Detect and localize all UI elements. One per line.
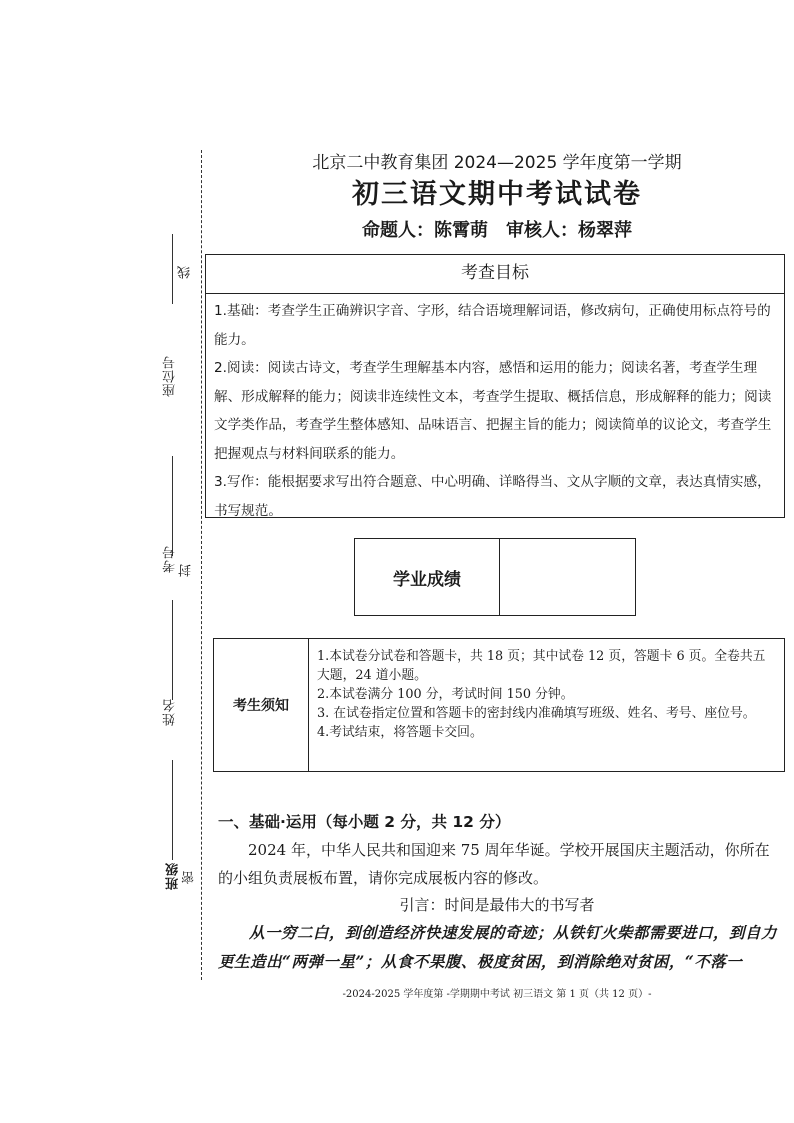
page-footer: -2024-2025 学年度第 -学期期中考试 初三语文 第 1 页（共 12 页）-: [342, 989, 652, 1000]
section-1-intro: 2024 年，中华人民共和国迎来 75 周年华诞。学校开展国庆主题活动，你所在的小组负责展板布置，请你完成展板内容的修改。: [218, 841, 770, 887]
objective-item: 2.阅读：阅读古诗文，考查学生理解基本内容，感悟和运用的能力；阅读名著，考查学生理解、形成解释的能力；阅读非连续性文本，考查学生提取、概括信息，形成解释的能力；阅读文学类作品，考查学生整体感知、品味语言、把握主旨的能力；阅读简单的议论文，考查学生把握观点与材料间联系的能力。: [214, 360, 772, 462]
exam-number-line: [172, 456, 173, 556]
notice-body: [309, 639, 784, 771]
score-value-cell: [500, 539, 635, 615]
class-label: 班级: [166, 862, 181, 890]
notice-label: 考生须知: [214, 639, 309, 771]
quote-title: 引言：时间是最伟大的书写者: [399, 896, 595, 914]
name-line: [172, 600, 173, 700]
name-label: 姓名: [163, 698, 178, 726]
binding-sealed-mark: 密: [182, 870, 197, 884]
objectives-title: 考查目标: [206, 255, 784, 294]
exam-number-label: 考号: [163, 545, 178, 573]
score-label: 学业成绩: [355, 539, 500, 615]
notice-item: 1.本试卷分试卷和答题卡，共 18 页；其中试卷 12 页，答题卡 6 页。全卷共五大题，24 道小题。: [317, 649, 766, 683]
class-line: [172, 760, 173, 860]
notice-item: 4.考试结束，将答题卡交回。: [317, 725, 483, 740]
seat-number-line: [172, 234, 173, 304]
authors-line: 命题人：陈霄萌 审核人：杨翠萍: [362, 220, 632, 241]
org-line: 北京二中教育集团 2024—2025 学年度第一学期: [312, 153, 682, 173]
exam-title: 初三语文期中考试试卷: [352, 179, 642, 210]
binding-line-mark: 线: [178, 265, 193, 279]
seat-number-label: 座位号: [163, 355, 178, 397]
objectives-body: [214, 297, 778, 525]
objective-item: 1.基础：考查学生正确辨识字音、字形，结合语境理解词语，修改病句，正确使用标点符号的能力。: [214, 303, 771, 348]
section-1-title: 一、基础·运用（每小题 2 分，共 12 分）: [218, 813, 511, 831]
notice-item: 3. 在试卷指定位置和答题卡的密封线内准确填写班级、姓名、考号、座位号。: [317, 706, 756, 721]
objective-item: 3.写作：能根据要求写出符合题意、中心明确、详略得当、文从字顺的文章，表达真情实感，书写规范。: [214, 474, 771, 519]
score-box: [354, 538, 636, 616]
notice-item: 2.本试卷满分 100 分，考试时间 150 分钟。: [317, 687, 574, 702]
exam-notice-box: [213, 638, 785, 772]
binding-seal-mark: 封: [179, 563, 194, 577]
objectives-box: [205, 254, 785, 518]
quote-text: 从一穷二白，到创造经济快速发展的奇迹；从铁钉火柴都需要进口，到自力更生造出“两弹一星”；从食不果腹、极度贫困，到消除绝对贫困，“不落一: [218, 923, 778, 971]
binding-cut-line: [201, 150, 202, 980]
